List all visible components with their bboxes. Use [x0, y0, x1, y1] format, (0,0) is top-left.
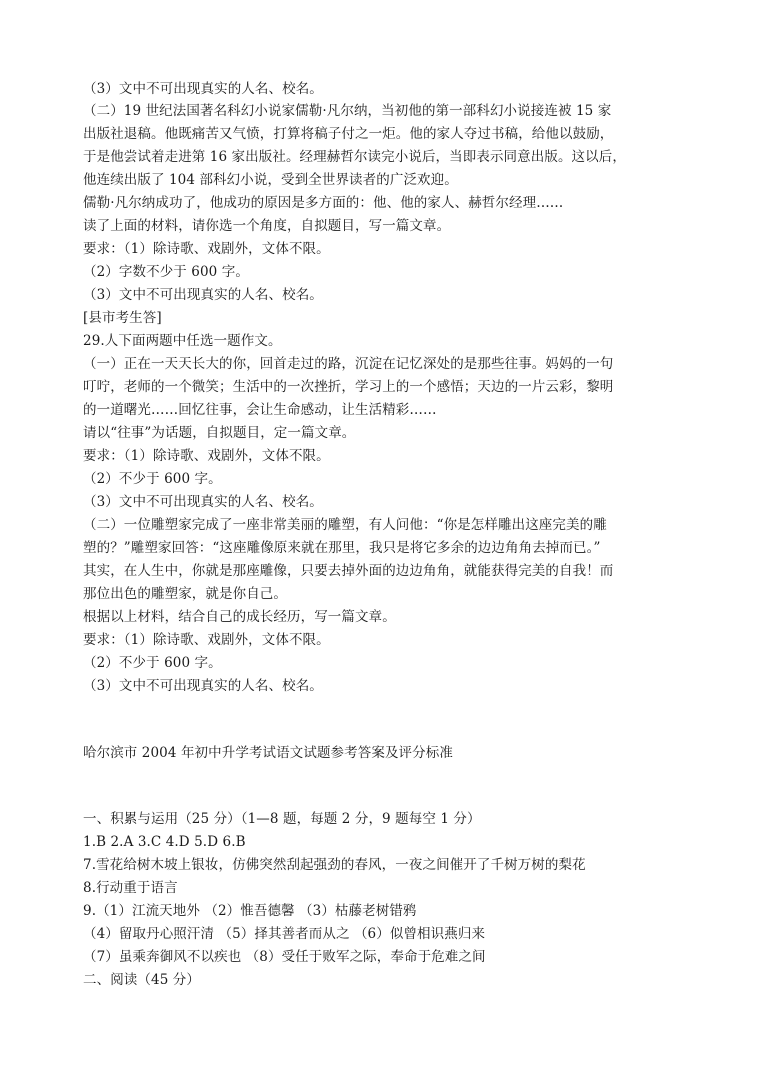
text-line: 读了上面的材料，请你选一个角度，自拟题目，写一篇文章。	[83, 218, 451, 234]
text-line: （3）文中不可出现真实的人名、校名。	[83, 678, 323, 694]
text-line: （二）一位雕塑家完成了一座非常美丽的雕塑，有人问他：“你是怎样雕出这座完美的雕	[83, 517, 607, 533]
text-line: （3）文中不可出现真实的人名、校名。	[83, 287, 323, 303]
answer-section-heading: 二、阅读（45 分）	[83, 972, 200, 988]
text-line: （2）不少于 600 字。	[83, 471, 222, 487]
answer-line: 7.雪花给树木坡上银妆，仿佛突然刮起强劲的春风，一夜之间催开了千树万树的梨花	[83, 857, 586, 873]
text-line: （二）19 世纪法国著名科幻小说家儒勒·凡尔纳，当初他的第一部科幻小说接连被 15 家	[83, 103, 612, 119]
text-line: （3）文中不可出现真实的人名、校名。	[83, 81, 323, 97]
text-line: 他连续出版了 104 部科幻小说，受到全世界读者的广泛欢迎。	[83, 172, 458, 188]
text-line: 要求：（1）除诗歌、戏剧外，文体不限。	[83, 632, 330, 648]
text-line: 的一道曙光……回忆往事，会让生命感动，让生活精彩……	[83, 402, 437, 418]
answer-line: 9.（1）江流天地外 （2）惟吾德馨 （3）枯藤老树错鸦	[83, 903, 417, 919]
text-line: 要求：（1）除诗歌、戏剧外，文体不限。	[83, 448, 330, 464]
section-note: [县市考生答]	[83, 310, 162, 326]
answer-line: （4）留取丹心照汗清 （5）择其善者而从之 （6）似曾相识燕归来	[83, 926, 486, 942]
text-line: （3）文中不可出现真实的人名、校名。	[83, 494, 323, 510]
text-line: （2）字数不少于 600 字。	[83, 264, 249, 280]
text-line: （一）正在一天天长大的你，回首走过的路，沉淀在记忆深处的是那些往事。妈妈的一句	[83, 356, 614, 372]
text-line: 那位出色的雕塑家，就是你自己。	[83, 586, 287, 602]
answer-section-heading: 一、积累与运用（25 分）（1—8 题，每题 2 分，9 题每空 1 分）	[83, 811, 481, 827]
text-line: （2）不少于 600 字。	[83, 655, 222, 671]
answer-key-title: 哈尔滨市 2004 年初中升学考试语文试题参考答案及评分标准	[83, 745, 453, 761]
answer-line: （7）虽乘奔御风不以疾也 （8）受任于败军之际，奉命于危难之间	[83, 949, 486, 965]
text-line: 根据以上材料，结合自己的成长经历，写一篇文章。	[83, 609, 396, 625]
answer-line: 1.B 2.A 3.C 4.D 5.D 6.B	[83, 834, 246, 850]
question-heading: 29.人下面两题中任选一题作文。	[83, 333, 282, 349]
answer-line: 8.行动重于语言	[83, 880, 178, 896]
text-line: 出版社退稿。他既痛苦又气愤，打算将稿子付之一炬。他的家人夺过书稿，给他以鼓励，	[83, 126, 614, 142]
text-line: 其实，在人生中，你就是那座雕像，只要去掉外面的边边角角，就能获得完美的自我！而	[83, 563, 614, 579]
text-line: 塑的？”雕塑家回答：“这座雕像原来就在那里，我只是将它多余的边边角角去掉而已。”	[83, 540, 601, 556]
text-line: 叮咛，老师的一个微笑；生活中的一次挫折，学习上的一个感悟；天边的一片云彩，黎明	[83, 379, 614, 395]
text-line: 请以“往事”为话题，自拟题目，定一篇文章。	[83, 425, 356, 441]
text-line: 要求：（1）除诗歌、戏剧外，文体不限。	[83, 241, 330, 257]
text-line: 于是他尝试着走进第 16 家出版社。经理赫哲尔读完小说后，当即表示同意出版。这以后，	[83, 149, 626, 165]
text-line: 儒勒·凡尔纳成功了，他成功的原因是多方面的：他、他的家人、赫哲尔经理……	[83, 195, 564, 211]
